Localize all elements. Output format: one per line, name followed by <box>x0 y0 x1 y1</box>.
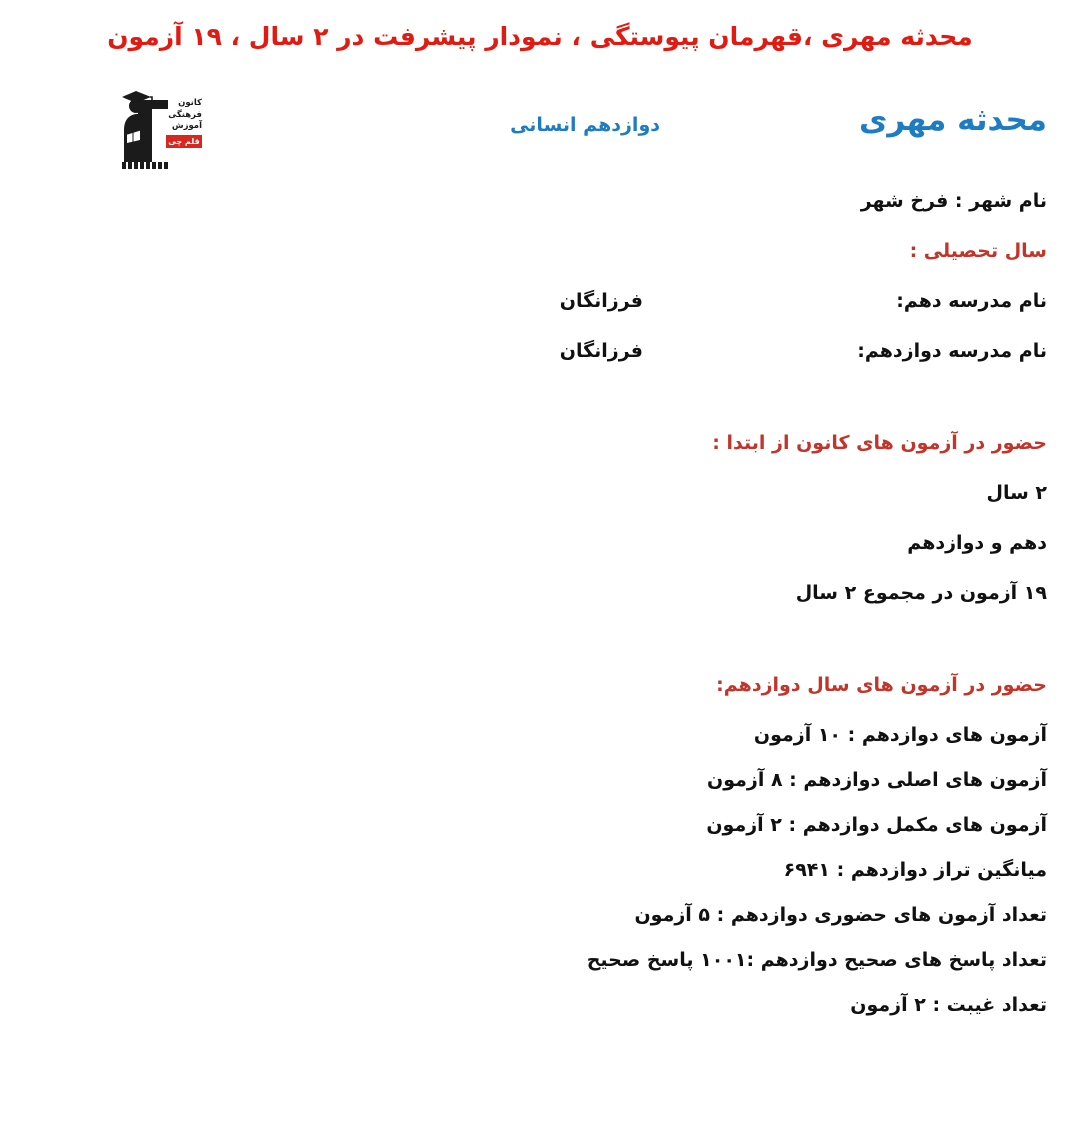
twelfth-line-2: آزمون های اصلی دوازدهم : ۸ آزمون <box>706 769 1047 791</box>
row-twelfth-main-exams <box>0 765 1080 810</box>
row-history-heading <box>0 428 1080 478</box>
logo-wordmark <box>166 98 202 148</box>
academic-year-label: سال تحصیلی : <box>909 240 1047 262</box>
twelfth-line-7: تعداد غیبت : ۲ آزمون <box>850 994 1047 1016</box>
row-history-grades <box>0 528 1080 578</box>
row-twelfth-average-taraz <box>0 855 1080 900</box>
history-heading: حضور در آزمون های کانون از ابتدا : <box>712 432 1047 454</box>
school-twelfth-value: فرزانگان <box>559 340 643 362</box>
row-city <box>0 186 1080 236</box>
twelfth-line-3: آزمون های مکمل دوازدهم : ۲ آزمون <box>706 814 1047 836</box>
section-spacer <box>0 386 1080 428</box>
twelfth-heading: حضور در آزمون های سال دوازدهم: <box>716 674 1047 696</box>
history-line-3: ۱۹ آزمون در مجموع ۲ سال <box>795 582 1047 604</box>
twelfth-line-6: تعداد پاسخ های صحیح دوازدهم :۱۰۰۱ پاسخ صحیح <box>586 949 1047 971</box>
kanoon-logo <box>118 82 202 174</box>
twelfth-line-1: آزمون های دوازدهم : ۱۰ آزمون <box>753 724 1047 746</box>
row-twelfth-supplementary-exams <box>0 810 1080 855</box>
row-twelfth-in-person-exams <box>0 900 1080 945</box>
student-name: محدثه مهری <box>858 102 1047 138</box>
twelfth-line-5: تعداد آزمون های حضوری دوازدهم : ۵ آزمون <box>634 904 1047 926</box>
row-school-twelfth <box>0 336 1080 386</box>
logo-word-1: کانون <box>178 98 202 108</box>
row-academic-year <box>0 236 1080 286</box>
logo-badge: قلم چی <box>166 135 202 148</box>
city-label: نام شهر : فرخ شهر <box>860 190 1047 212</box>
row-school-tenth <box>0 286 1080 336</box>
row-twelfth-exams <box>0 720 1080 765</box>
twelfth-line-4: میانگین تراز دوازدهم : ۶۹۴۱ <box>783 859 1047 881</box>
history-line-2: دهم و دوازدهم <box>907 532 1047 554</box>
school-tenth-label: نام مدرسه دهم: <box>896 290 1047 312</box>
row-twelfth-correct-answers <box>0 945 1080 990</box>
history-line-1: ۲ سال <box>986 482 1047 504</box>
row-twelfth-heading <box>0 670 1080 720</box>
row-twelfth-absences <box>0 990 1080 1035</box>
info-block <box>0 186 1080 1035</box>
section-spacer-2 <box>0 628 1080 670</box>
graduate-logo-icon <box>118 82 170 174</box>
row-history-total-exams <box>0 578 1080 628</box>
page-title: محدثه مهری ،قهرمان پیوستگی ، نمودار پیشرفت در ۲ سال ، ۱۹ آزمون <box>107 22 973 51</box>
school-twelfth-label: نام مدرسه دوازدهم: <box>857 340 1047 362</box>
row-history-years <box>0 478 1080 528</box>
logo-word-2: فرهنگی <box>168 109 202 120</box>
logo-word-3: آموزش <box>171 121 202 131</box>
school-tenth-value: فرزانگان <box>559 290 643 312</box>
student-grade: دوازدهم انسانی <box>510 114 660 136</box>
